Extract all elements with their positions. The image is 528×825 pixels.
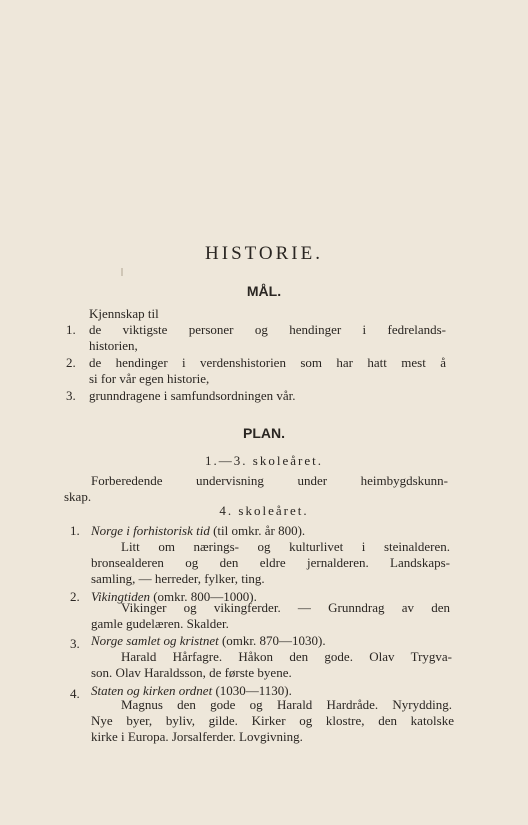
topic-heading bbox=[91, 523, 305, 539]
topic-number: 3. bbox=[70, 636, 80, 651]
topic-text: Magnus den gode og Harald Hardråde. Nyrydding. bbox=[121, 697, 452, 712]
mal-item-text: grunndragene i samfundsordningen vår. bbox=[89, 388, 296, 403]
mal-item-text: si for vår egen historie, bbox=[89, 371, 210, 386]
topic-text: Nye byer, byliv, gilde. Kirker og klostre, den katolske bbox=[91, 713, 454, 728]
topic-period: (til omkr. år 800). bbox=[213, 523, 306, 538]
topic-text: bronsealderen og den eldre jernalderen. Landskaps- bbox=[91, 555, 450, 570]
topic-period: (omkr. 800—1000). bbox=[153, 589, 257, 604]
topic-text: Harald Hårfagre. Håkon den gode. Olav Trygva- bbox=[121, 649, 452, 664]
topic-title: Norge i forhistorisk tid bbox=[91, 523, 210, 538]
paper-mark bbox=[121, 268, 123, 276]
topic-number: 1. bbox=[70, 523, 80, 538]
topic-text: gamle gudelæren. Skalder. bbox=[91, 616, 229, 631]
topic-number: 2. bbox=[70, 589, 80, 604]
topic-title: Vikingtiden bbox=[91, 589, 150, 604]
topic-text: samling, — herreder, fylker, ting. bbox=[91, 571, 265, 586]
topic-period: (omkr. 870—1030). bbox=[221, 633, 326, 648]
page-title: HISTORIE. bbox=[205, 243, 323, 264]
topic-text: Vikinger og vikingferder. — Grunndrag av den bbox=[121, 600, 450, 615]
mal-heading: MÅL. bbox=[246, 283, 282, 299]
mal-item-text: de hendinger i verdenshistorien som har hatt mest å bbox=[89, 355, 446, 370]
topic-text: son. Olav Haraldsson, de første byene. bbox=[91, 665, 292, 680]
mal-item-number: 2. bbox=[66, 355, 76, 370]
topic-number: 4. bbox=[70, 686, 80, 701]
topic-text: kirke i Europa. Jorsalferder. Lovgivning. bbox=[91, 729, 303, 744]
plan-paragraph: skap. bbox=[64, 489, 92, 504]
mal-item-text: de viktigste personer og hendinger i fedrelands- bbox=[89, 322, 446, 337]
mal-item-text: historien, bbox=[89, 338, 138, 353]
topic-heading bbox=[91, 633, 326, 649]
school-year-heading: 4. skoleåret. bbox=[219, 503, 309, 518]
mal-item-number: 3. bbox=[66, 388, 76, 403]
topic-title: Staten og kirken ordnet bbox=[91, 683, 213, 698]
school-year-heading: 1.—3. skoleåret. bbox=[205, 453, 323, 468]
plan-paragraph: Forberedende undervisning under heimbygdskunn- bbox=[91, 473, 448, 488]
topic-text: Litt om nærings- og kulturlivet i steinalderen. bbox=[121, 539, 450, 554]
plan-heading: PLAN. bbox=[243, 425, 285, 441]
mal-item-number: 1. bbox=[66, 322, 76, 337]
topic-period: (1030—1130). bbox=[215, 683, 292, 698]
mal-intro: Kjennskap til bbox=[89, 306, 159, 321]
topic-title: Norge samlet og kristnet bbox=[91, 633, 219, 648]
